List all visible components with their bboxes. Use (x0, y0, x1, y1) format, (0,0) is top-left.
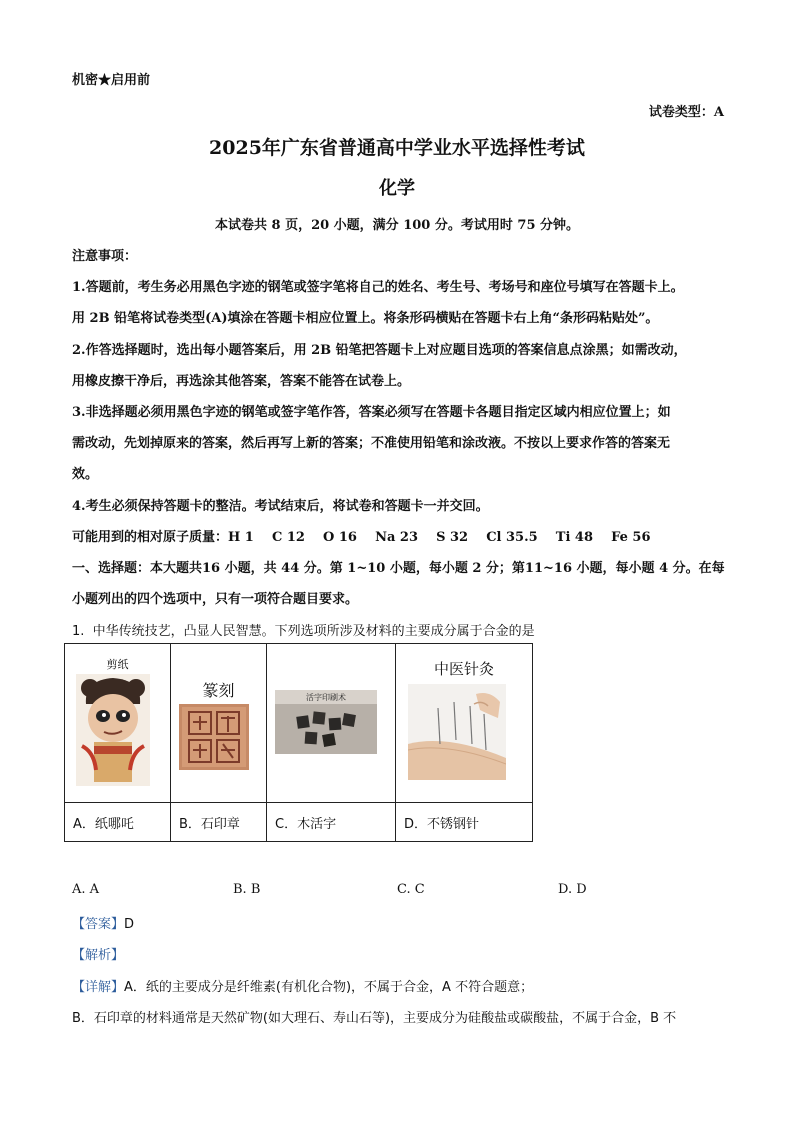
answer-line (72, 913, 134, 932)
option-a-label: A．纸哪吒 (65, 803, 171, 842)
detail-line: B．石印章的材料通常是天然矿物(如大理石、寿山石等)，主要成分为硅酸盐或碳酸盐，不属于合金，B 不 (72, 1011, 677, 1026)
confidential-label: 机密★启用前 (72, 73, 151, 88)
option-a-image-cell (65, 644, 171, 803)
options-table (64, 643, 533, 842)
answer-value: D (124, 917, 135, 932)
note-line: 2.作答选择题时，选出每小题答案后，用 2B 铅笔把答题卡上对应题目选项的答案信息点涂黑；如需改动， (72, 343, 687, 358)
note-line: 3.非选择题必须用黑色字迹的钢笔或签字笔作答，答案必须写在答题卡各题目指定区域内相应位置上；如 (72, 405, 671, 420)
detail-tag: 【详解】 (72, 980, 125, 995)
answer-tag: 【答案】 (72, 917, 125, 932)
note-line: 用橡皮擦干净后，再选涂其他答案，答案不能答在试卷上。 (72, 374, 411, 389)
option-b-image-cell (171, 644, 267, 803)
section-heading: 一、选择题：本大题共16 小题，共 44 分。第 1~10 小题，每小题 2 分；第11~16 小题，每小题 4 分。在每 (72, 561, 725, 576)
exam-title: 2025年广东省普通高中学业水平选择性考试 (209, 137, 585, 159)
acupuncture-needle-image (408, 684, 506, 780)
paper-nezha-image (76, 674, 150, 786)
choice-b: B. B (233, 882, 261, 897)
option-caption: 活字印刷术 (306, 693, 346, 702)
option-b-label: B．石印章 (171, 803, 267, 842)
question-stem: 1. 中华传统技艺，凸显人民智慧。下列选项所涉及材料的主要成分属于合金的是 (72, 624, 535, 639)
note-line: 需改动，先划掉原来的答案，然后再写上新的答案；不准使用铅笔和涂改液。不按以上要求作答的答案无 (72, 436, 671, 451)
subject-title: 化学 (379, 178, 415, 199)
section-heading: 小题列出的四个选项中，只有一项符合题目要求。 (72, 592, 359, 607)
exam-info: 本试卷共 8 页，20 小题，满分 100 分。考试用时 75 分钟。 (214, 218, 580, 233)
option-d-image-cell (396, 644, 533, 803)
option-caption: 篆刻 (202, 681, 235, 700)
option-caption: 剪纸 (106, 658, 129, 671)
option-c-image-cell (267, 644, 396, 803)
paper-type-label: 试卷类型：A (648, 105, 724, 120)
note-line: 4.考生必须保持答题卡的整洁。考试结束后，将试卷和答题卡一并交回。 (72, 499, 489, 514)
notes-heading: 注意事项： (72, 249, 138, 264)
option-d-label: D．不锈钢针 (396, 803, 533, 842)
analysis-tag: 【解析】 (72, 948, 125, 963)
note-line: 用 2B 铅笔将试卷类型(A)填涂在答题卡相应位置上。将条形码横贴在答题卡右上角“条形码粘贴处”。 (72, 311, 659, 326)
note-line: 1.答题前，考生务必用黑色字迹的钢笔或签字笔将自己的姓名、考生号、考场号和座位号填写在答题卡上。 (72, 280, 684, 295)
detail-text: A．纸的主要成分是纤维素(有机化合物)，不属于合金，A 不符合题意； (124, 980, 534, 995)
atomic-masses: 可能用到的相对原子质量：H 1 C 12 O 16 Na 23 S 32 Cl 35.5 Ti 48 Fe 56 (72, 530, 651, 545)
choice-a: A. A (72, 882, 100, 897)
choice-c: C. C (397, 882, 425, 897)
choice-d: D. D (558, 882, 587, 897)
note-line: 效。 (72, 467, 99, 482)
detail-line (72, 976, 533, 995)
option-c-label: C．木活字 (267, 803, 396, 842)
stone-seal-image (179, 704, 249, 770)
option-caption: 中医针灸 (433, 660, 494, 678)
